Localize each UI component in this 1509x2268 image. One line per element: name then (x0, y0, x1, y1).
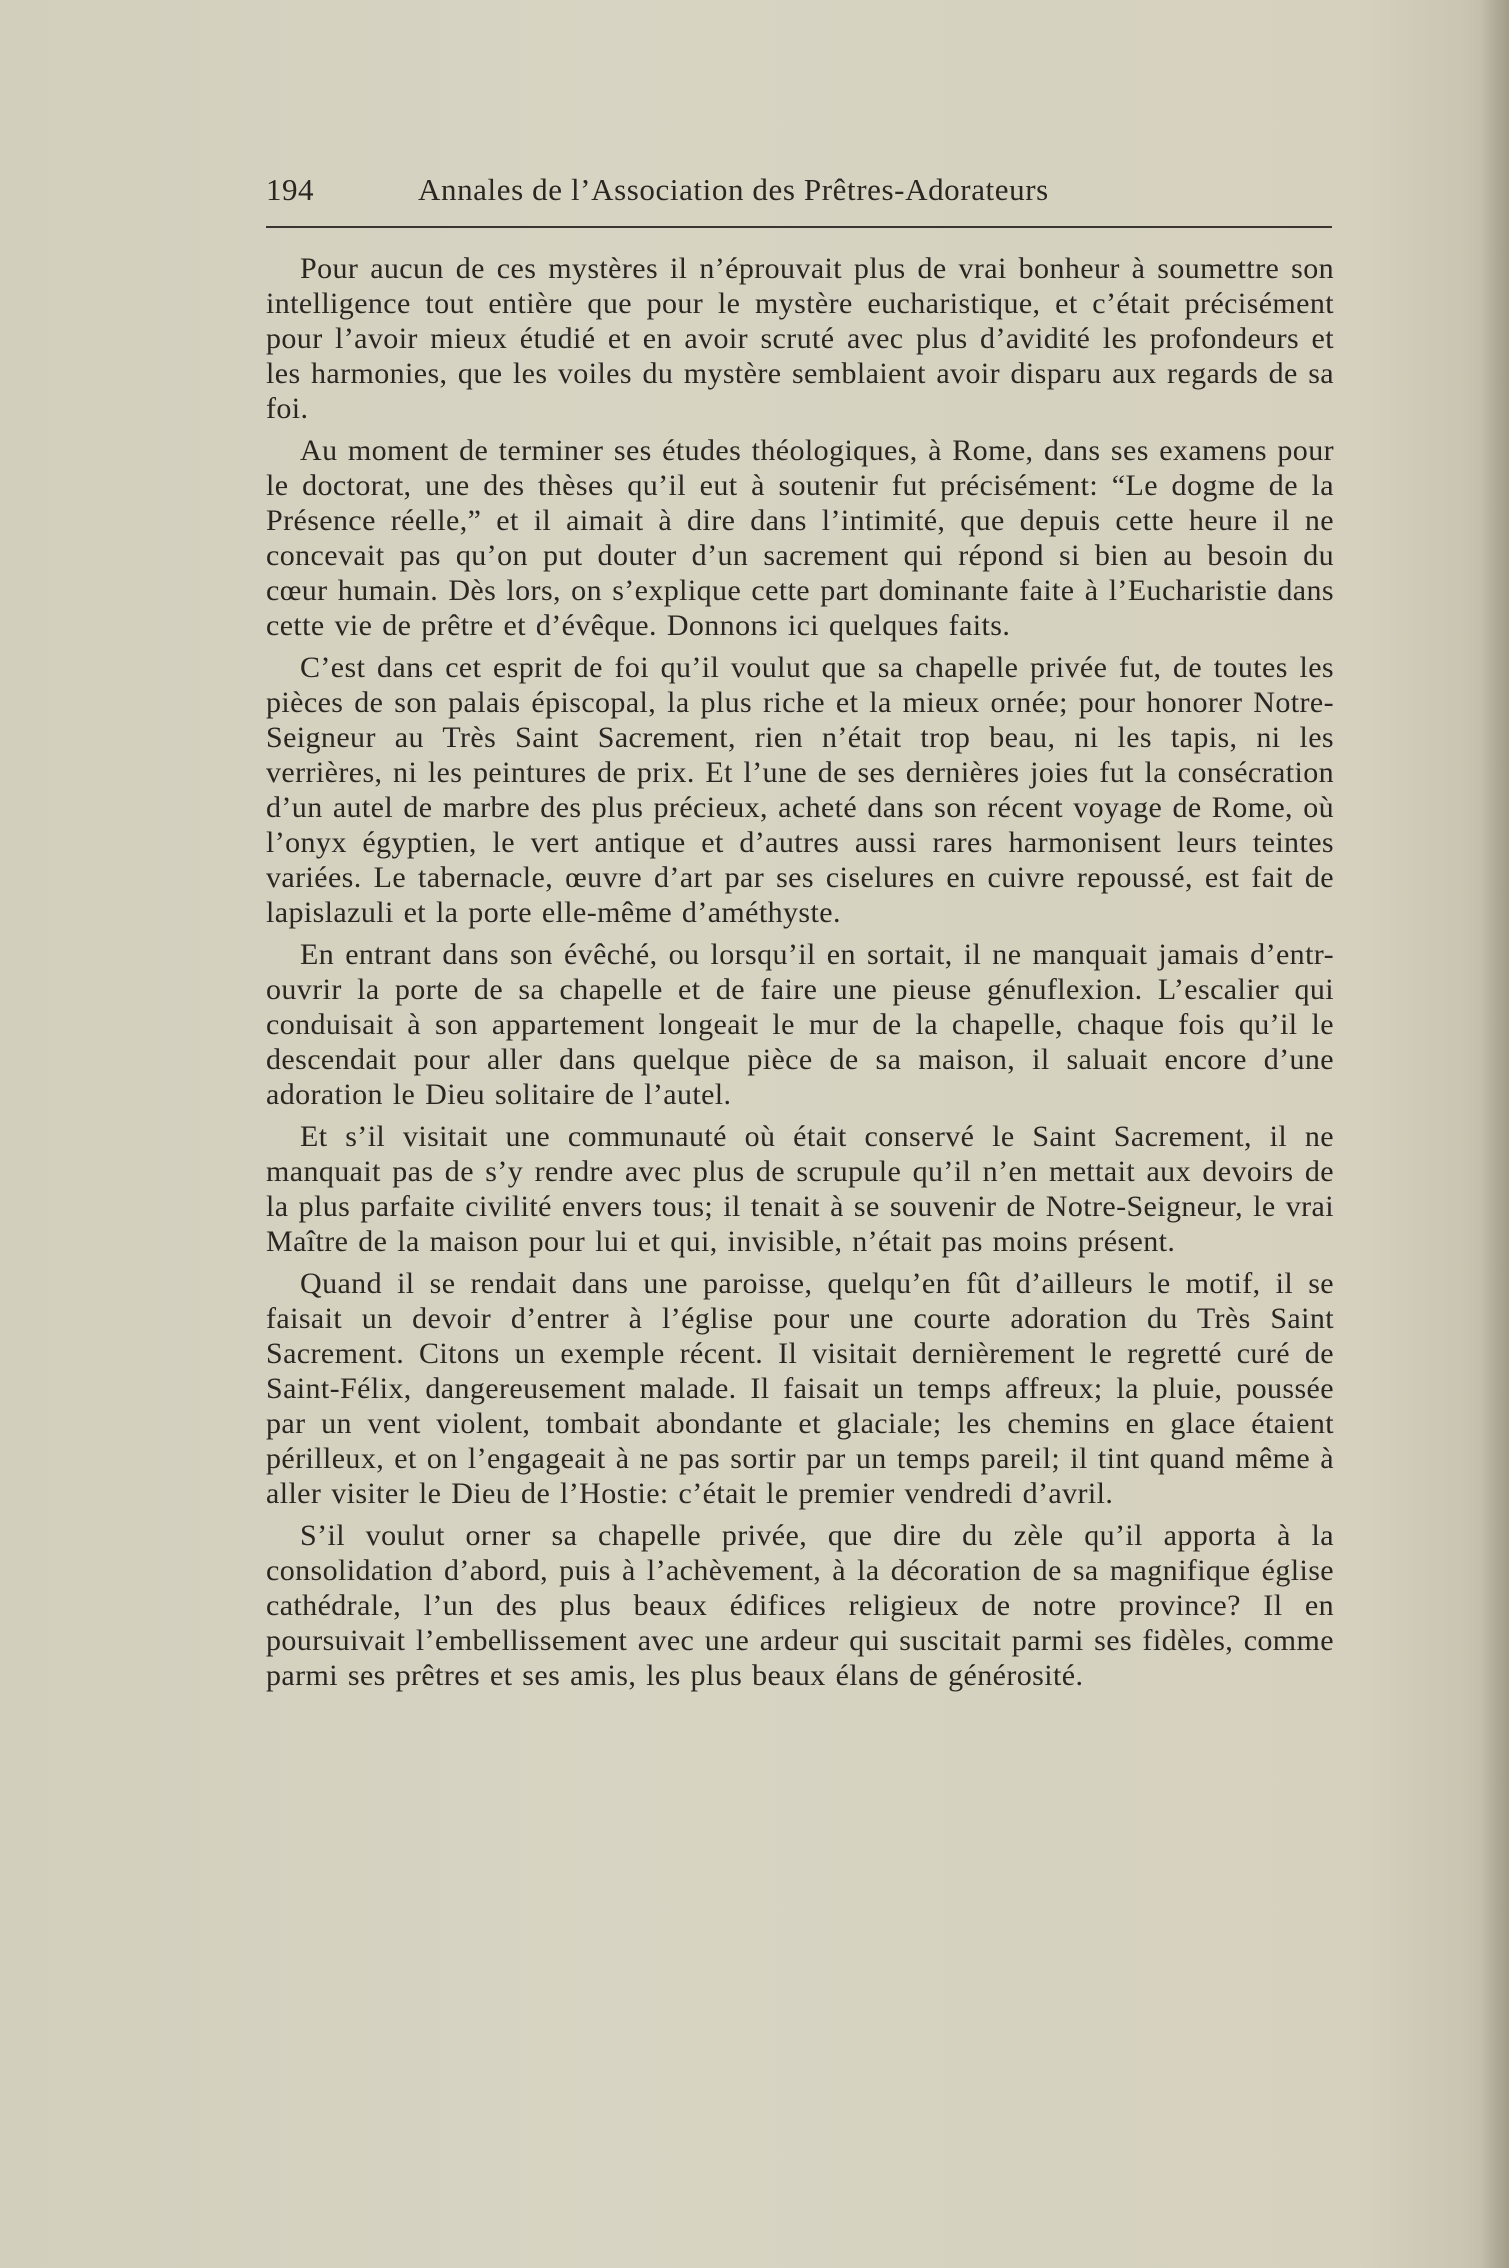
page-number: 194 (266, 172, 314, 207)
paragraph: Pour aucun de ces mystères il n’éprouvait plus de vrai bonheur à soumettre son intelligence tout entière que pour le mystère eucharistique, et c’était précisément pour l’avoir mieux étudié et en avoir scruté avec plus d’avidité les profondeurs et les harmonies, que les voiles du mystère semblaient avoir disparu aux regards de sa foi. (266, 252, 1334, 425)
paragraph: C’est dans cet esprit de foi qu’il voulut que sa chapelle privée fut, de toutes les pièces de son palais épiscopal, la plus riche et la mieux ornée; pour honorer Notre-Seigneur au Très Saint Sacrement, rien n’était trop beau, ni les tapis, ni les verrières, ni les peintures de prix. Et l’une de ses dernières joies fut la consécration d’un autel de marbre des plus précieux, acheté dans son récent voyage de Rome, où l’onyx égyptien, le vert antique et d’autres aussi rares harmonisent leurs teintes variées. Le tabernacle, œuvre d’art par ses ciselures en cuivre repoussé, est fait de lapislazuli et la porte elle-même d’améthyste. (266, 651, 1334, 929)
paragraph: En entrant dans son évêché, ou lorsqu’il en sortait, il ne manquait jamais d’entr-ouvrir la porte de sa chapelle et de faire une pieuse génuflexion. L’escalier qui conduisait à son appartement longeait le mur de la chapelle, chaque fois qu’il le descendait pour aller dans quelque pièce de sa maison, il saluait encore d’une adoration le Dieu solitaire de l’autel. (266, 938, 1334, 1111)
page-edge-shadow (1481, 0, 1509, 2268)
paragraph: Au moment de terminer ses études théologiques, à Rome, dans ses examens pour le doctorat, une des thèses qu’il eut à soutenir fut précisément: “Le dogme de la Présence réelle,” et il aimait à dire dans l’intimité, que depuis cette heure il ne concevait pas qu’on put douter d’un sacrement qui répond si bien au besoin du cœur humain. Dès lors, on s’explique cette part dominante faite à l’Eucharistie dans cette vie de prêtre et d’évêque. Donnons ici quelques faits. (266, 434, 1334, 642)
header-rule (266, 226, 1332, 228)
paragraph: Quand il se rendait dans une paroisse, quelqu’en fût d’ailleurs le motif, il se faisait un devoir d’entrer à l’église pour une courte adoration du Très Saint Sacrement. Citons un exemple récent. Il visitait dernièrement le regretté curé de Saint-Félix, dangereusement malade. Il faisait un temps affreux; la pluie, poussée par un vent violent, tombait abondante et glaciale; les chemins en glace étaient périlleux, et on l’engageait à ne pas sortir par un temps pareil; il tint quand même à aller visiter le Dieu de l’Hostie: c’était le premier vendredi d’avril. (266, 1267, 1334, 1510)
running-title: Annales de l’Association des Prêtres-Adorateurs (418, 172, 1049, 207)
paragraph: S’il voulut orner sa chapelle privée, que dire du zèle qu’il apporta à la consolidation d’abord, puis à l’achèvement, à la décoration de sa magnifique église cathédrale, l’un des plus beaux édifices religieux de notre province? Il en poursuivait l’embellissement avec une ardeur qui suscitait parmi ses fidèles, comme parmi ses prêtres et ses amis, les plus beaux élans de générosité. (266, 1519, 1334, 1692)
paragraph: Et s’il visitait une communauté où était conservé le Saint Sacrement, il ne manquait pas de s’y rendre avec plus de scrupule qu’il n’en mettait aux devoirs de la plus parfaite civilité envers tous; il tenait à se souvenir de Notre-Seigneur, le vrai Maître de la maison pour lui et qui, invisible, n’était pas moins présent. (266, 1120, 1334, 1258)
page-header (266, 172, 1332, 222)
body-text (266, 251, 1334, 1700)
